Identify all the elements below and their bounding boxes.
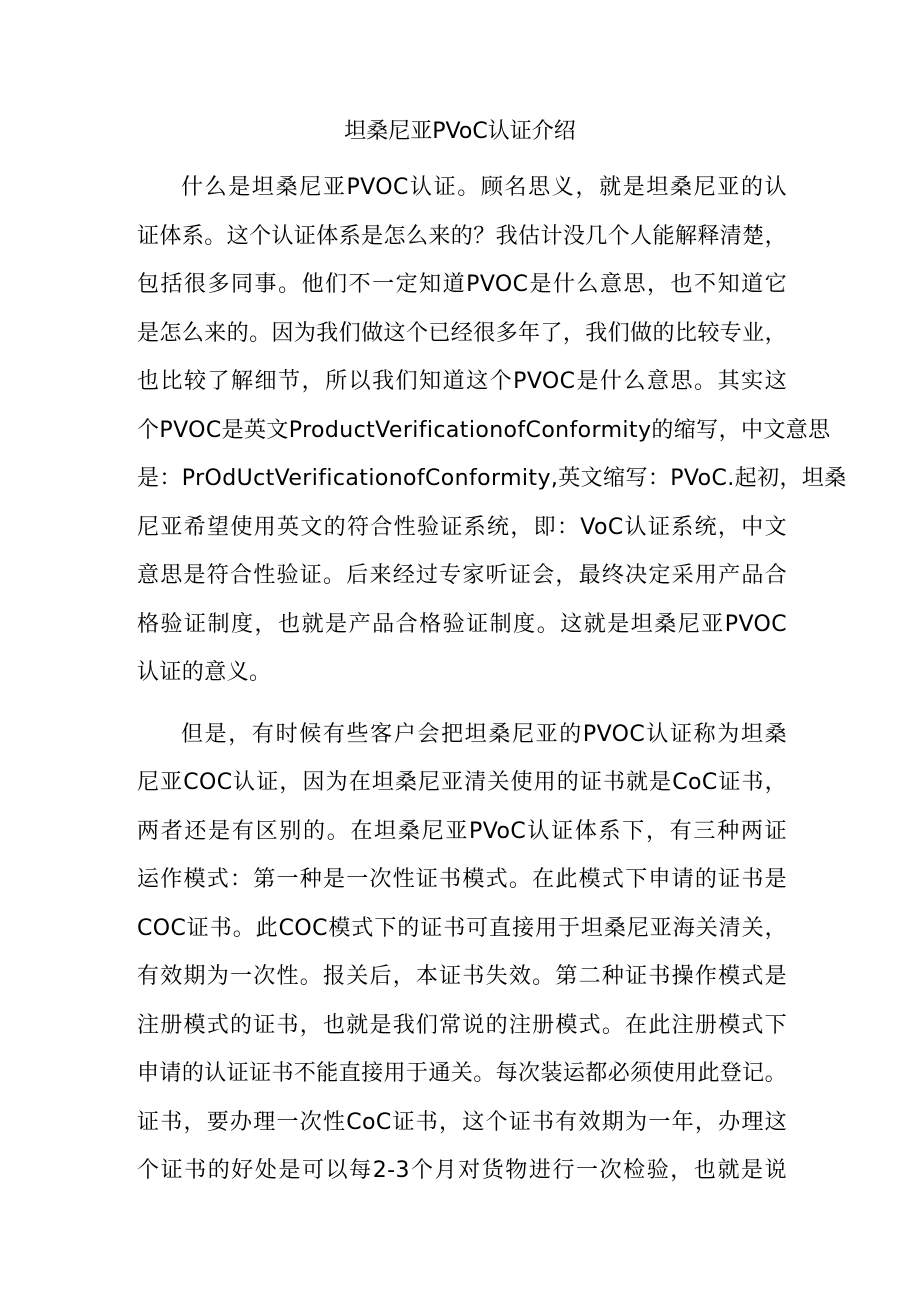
paragraph-line: 证体系。这个认证体系是怎么来的？我估计没几个人能解释清楚， [137, 223, 787, 249]
paragraph-line: 格验证制度，也就是产品合格验证制度。这就是坦桑尼亚PVOC [137, 611, 787, 637]
paragraph-line: 包括很多同事。他们不一定知道PVOC是什么意思，也不知道它 [137, 272, 787, 297]
paragraph-line: 尼亚希望使用英文的符合性验证系统，即：VoC认证系统，中文 [137, 514, 787, 540]
paragraph-line: 注册模式的证书，也就是我们常说的注册模式。在此注册模式下 [137, 1012, 787, 1038]
paragraph-1 [137, 164, 847, 698]
paragraph-line: 是怎么来的。因为我们做这个已经很多年了，我们做的比较专业， [137, 320, 787, 346]
paragraph-2 [137, 711, 787, 1196]
paragraph-line: 证书，要办理一次性CoC证书，这个证书有效期为一年，办理这 [137, 1109, 787, 1135]
paragraph-line: 有效期为一次性。报关后，本证书失效。第二种证书操作模式是 [137, 964, 787, 989]
paragraph-line: 意思是符合性验证。后来经过专家听证会，最终决定采用产品合 [137, 563, 787, 588]
paragraph-line: 申请的认证证书不能直接用于通关。每次装运都必须使用此登记。 [137, 1061, 787, 1086]
paragraph-line: 个PVOC是英文ProductVerificationofConformity的缩写，中文意思 [137, 417, 831, 443]
paragraph-line: 两者还是有区别的。在坦桑尼亚PVoC认证体系下，有三种两证 [137, 818, 787, 844]
paragraph-line: 个证书的好处是可以每2-3个月对货物进行一次检验，也就是说 [137, 1158, 787, 1183]
document-title: 坦桑尼亚PVoC认证介绍 [344, 119, 576, 144]
paragraph-line: 但是，有时候有些客户会把坦桑尼亚的PVOC认证称为坦桑 [181, 721, 787, 747]
paragraph-line: 运作模式：第一种是一次性证书模式。在此模式下申请的证书是 [137, 867, 787, 892]
paragraph-line: 认证的意义。 [137, 660, 272, 685]
paragraph-line: COC证书。此COC模式下的证书可直接用于坦桑尼亚海关清关， [137, 915, 787, 941]
paragraph-line: 尼亚COC认证，因为在坦桑尼亚清关使用的证书就是CoC证书， [137, 770, 787, 795]
paragraph-line: 是：PrOdUctVerificationofConformity,英文缩写：PVoC.起初，坦桑 [137, 466, 847, 491]
paragraph-line: 什么是坦桑尼亚PVOC认证。顾名思义，就是坦桑尼亚的认 [181, 175, 787, 200]
paragraph-line: 也比较了解细节，所以我们知道这个PVOC是什么意思。其实这 [137, 369, 787, 394]
document-body [137, 164, 847, 1209]
